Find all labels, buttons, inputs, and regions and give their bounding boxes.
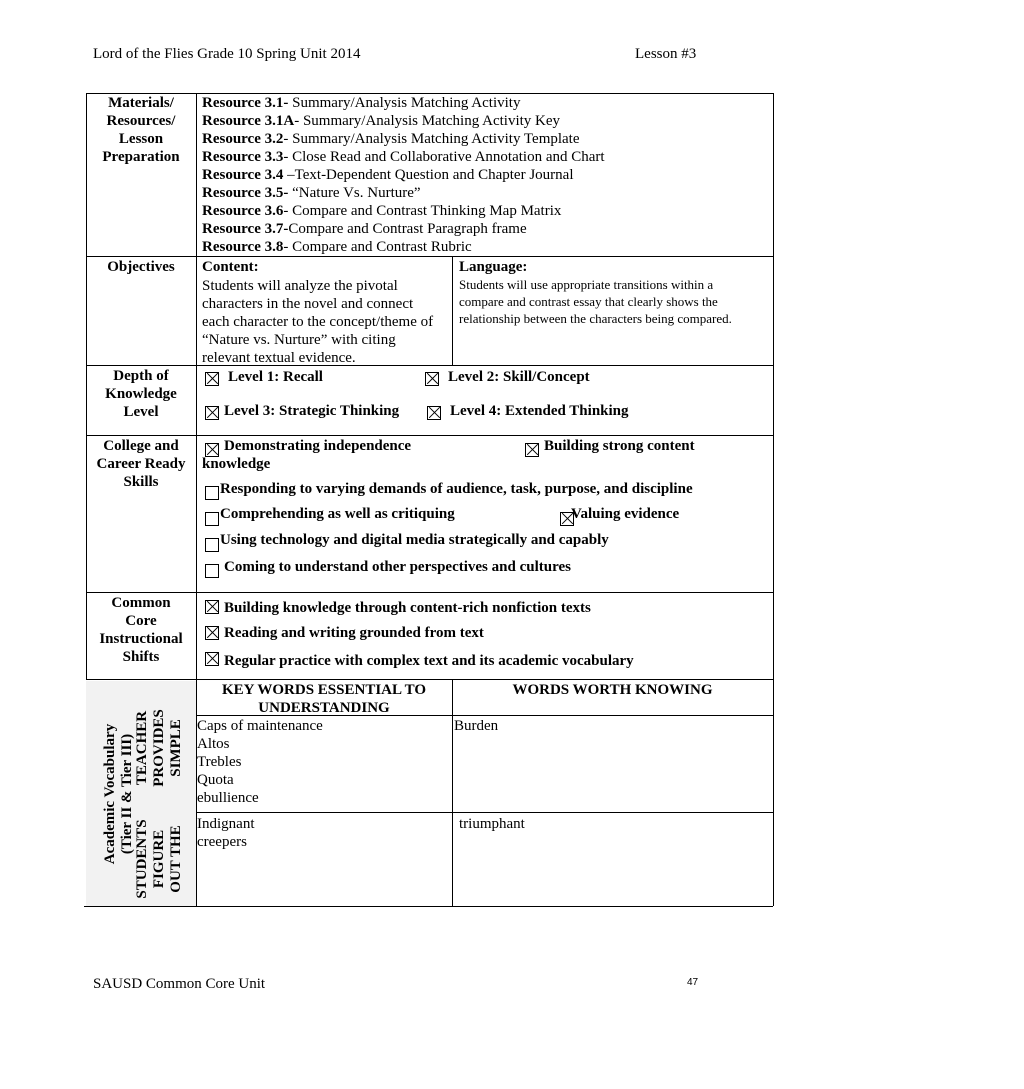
shift-nonfiction-label: Building knowledge through content-rich nonfiction texts	[224, 600, 591, 616]
teacher-key-words	[197, 717, 323, 807]
shift-grounded-checkbox[interactable]	[205, 626, 219, 640]
materials-label: Materials/ Resources/ Lesson Preparation	[102, 95, 180, 165]
ccr-valuing-evidence-label: Valuing evidence	[571, 506, 680, 522]
ccr-comprehending-label: Comprehending as well as critiquing	[220, 506, 455, 522]
shift-complex-text-checkbox[interactable]	[205, 652, 219, 666]
ccr-perspectives-label: Coming to understand other perspectives and cultures	[224, 559, 571, 575]
language-objective: Language: Students will use appropriate transitions within a compare and contrast essay that clearly shows the relationship between the characters being compared.	[459, 259, 732, 326]
resource-item: Resource 3.1- Summary/Analysis Matching Activity	[202, 95, 521, 111]
shift-complex-text-label: Regular practice with complex text and its academic vocabulary	[224, 653, 634, 669]
list-item: Altos	[197, 736, 230, 752]
list-item: Quota	[197, 772, 234, 788]
footer-unit: SAUSD Common Core Unit	[93, 976, 266, 992]
list-item: Trebles	[197, 754, 242, 770]
resource-item: Resource 3.4 –Text-Dependent Question and Chapter Journal	[202, 167, 574, 183]
ccr-technology-label: Using technology and digital media strategically and capably	[220, 532, 609, 548]
ccr-content-knowledge-label-cont: knowledge	[202, 456, 271, 472]
resource-item: Resource 3.1A- Summary/Analysis Matching Activity Key	[202, 113, 561, 129]
dok-level2-checkbox[interactable]	[425, 372, 439, 386]
ccr-technology-checkbox[interactable]	[205, 538, 219, 552]
dok-level1-label: Level 1: Recall	[228, 369, 323, 385]
ccr-comprehending-checkbox[interactable]	[205, 512, 219, 526]
ccr-responding-label: Responding to varying demands of audience, task, purpose, and discipline	[220, 481, 693, 497]
lesson-number: Lesson #3	[635, 46, 697, 62]
list-item: creepers	[197, 834, 247, 850]
dok-level3-label: Level 3: Strategic Thinking	[224, 403, 400, 419]
page-number: 47	[687, 977, 699, 988]
resource-item: Resource 3.8- Compare and Contrast Rubric	[202, 239, 472, 255]
words-worth-knowing-header: WORDS WORTH KNOWING	[512, 682, 713, 698]
ccr-responding-checkbox[interactable]	[205, 486, 219, 500]
ccr-label: College and Career Ready Skills	[96, 438, 186, 490]
teacher-worth-words	[454, 717, 498, 735]
students-worth-words	[459, 815, 525, 833]
resource-item: Resource 3.3- Close Read and Collaborative Annotation and Chart	[202, 149, 605, 165]
resource-item: Resource 3.7-Compare and Contrast Paragraph frame	[202, 221, 527, 237]
ccr-independence-label: Demonstrating independence	[224, 438, 412, 454]
dok-level3-checkbox[interactable]	[205, 406, 219, 420]
resource-item: Resource 3.5- “Nature Vs. Nurture”	[202, 185, 421, 201]
list-item: triumphant	[459, 816, 525, 832]
shifts-label: Common Core Instructional Shifts	[99, 595, 183, 665]
objectives-label: Objectives	[107, 259, 175, 275]
resource-item: Resource 3.6- Compare and Contrast Thinking Map Matrix	[202, 203, 562, 219]
students-figure-label: STUDENTS FIGURE OUT THE	[134, 819, 184, 899]
list-item: Indignant	[197, 816, 255, 832]
dok-level1-checkbox[interactable]	[205, 372, 219, 386]
content-objective: Content: Students will analyze the pivotal characters in the novel and connect each character to the concept/theme of “Nature vs. Nurture” with citing relevant textual evidence.	[202, 259, 434, 366]
dok-level4-label: Level 4: Extended Thinking	[450, 403, 629, 419]
resource-item: Resource 3.2- Summary/Analysis Matching Activity Template	[202, 131, 580, 147]
ccr-perspectives-checkbox[interactable]	[205, 564, 219, 578]
resource-list	[202, 94, 605, 256]
ccr-content-knowledge-checkbox[interactable]	[525, 443, 539, 457]
list-item: Burden	[454, 718, 499, 734]
shift-grounded-label: Reading and writing grounded from text	[224, 625, 484, 641]
key-words-header: KEY WORDS ESSENTIAL TO UNDERSTANDING	[221, 682, 427, 716]
teacher-provides-label: TEACHER PROVIDES SIMPLE	[134, 709, 184, 787]
document-title: Lord of the Flies Grade 10 Spring Unit 2014	[93, 46, 361, 62]
list-item: ebullience	[197, 790, 259, 806]
list-item: Caps of maintenance	[197, 718, 323, 734]
academic-vocabulary-label: Academic Vocabulary (Tier II & Tier III)	[102, 723, 135, 865]
dok-level2-label: Level 2: Skill/Concept	[448, 369, 590, 385]
dok-level4-checkbox[interactable]	[427, 406, 441, 420]
shift-nonfiction-checkbox[interactable]	[205, 600, 219, 614]
ccr-content-knowledge-label: Building strong content	[544, 438, 695, 454]
students-key-words	[197, 815, 255, 851]
dok-label: Depth of Knowledge Level	[105, 368, 177, 420]
